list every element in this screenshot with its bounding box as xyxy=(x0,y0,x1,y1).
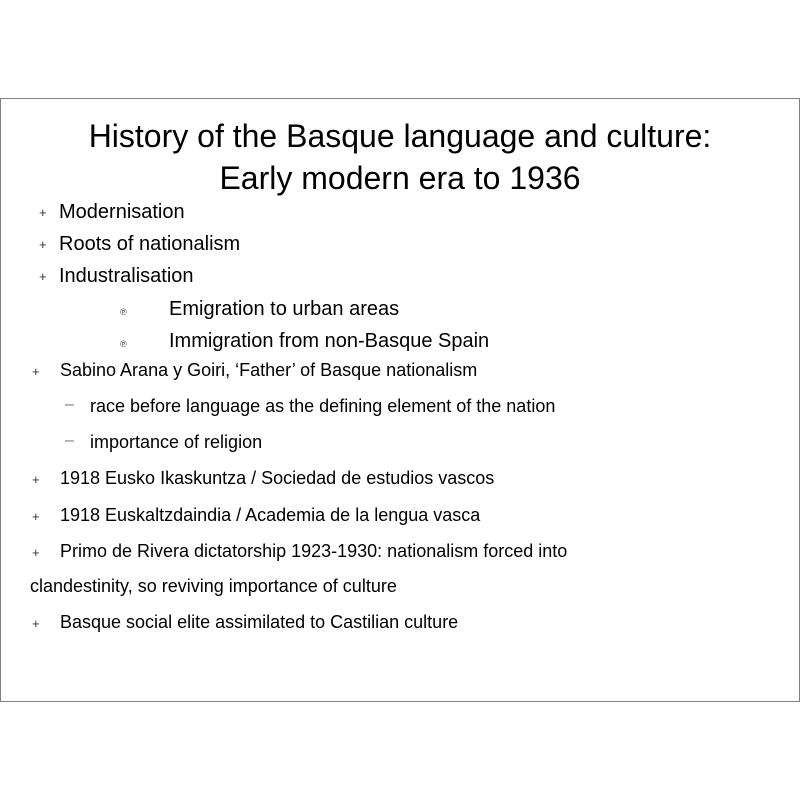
plus-bullet-icon: + xyxy=(39,269,47,284)
sub-bullet-text: Emigration to urban areas xyxy=(169,298,400,320)
plus-bullet-icon: + xyxy=(39,205,47,220)
bullet-text: Modernisation xyxy=(59,201,185,223)
slide xyxy=(0,98,800,702)
plus-bullet-icon: + xyxy=(32,545,40,560)
body-text: importance of religion xyxy=(90,432,263,452)
p-circle-bullet-icon: ℗ xyxy=(120,339,127,349)
plus-bullet-icon: + xyxy=(32,616,40,631)
body-text: 1918 Eusko Ikaskuntza / Sociedad de estudios vascos xyxy=(60,468,495,488)
plus-bullet-icon: + xyxy=(32,472,40,487)
title-line-2: Early modern era to 1936 xyxy=(219,160,581,196)
body-text: Basque social elite assimilated to Castilian culture xyxy=(60,612,459,632)
sub-bullet-text: Immigration from non-Basque Spain xyxy=(169,330,490,352)
body-text: Primo de Rivera dictatorship 1923-1930: nationalism forced into xyxy=(60,541,568,561)
slide-title xyxy=(1,115,799,199)
bullet-text: Industralisation xyxy=(59,265,194,287)
dash-bullet-icon: – xyxy=(65,396,74,413)
body-text: 1918 Euskaltzdaindia / Academia de la lengua vasca xyxy=(60,505,481,525)
plus-bullet-icon: + xyxy=(32,364,40,379)
bullet-text: Roots of nationalism xyxy=(59,233,241,255)
title-line-1: History of the Basque language and culture: xyxy=(88,118,712,154)
body-text: clandestinity, so reviving importance of culture xyxy=(30,576,397,596)
body-text: Sabino Arana y Goiri, ‘Father’ of Basque nationalism xyxy=(60,360,478,380)
plus-bullet-icon: + xyxy=(39,237,47,252)
body-text: race before language as the defining element of the nation xyxy=(90,396,556,416)
plus-bullet-icon: + xyxy=(32,509,40,524)
dash-bullet-icon: – xyxy=(65,432,74,449)
p-circle-bullet-icon: ℗ xyxy=(120,307,127,317)
